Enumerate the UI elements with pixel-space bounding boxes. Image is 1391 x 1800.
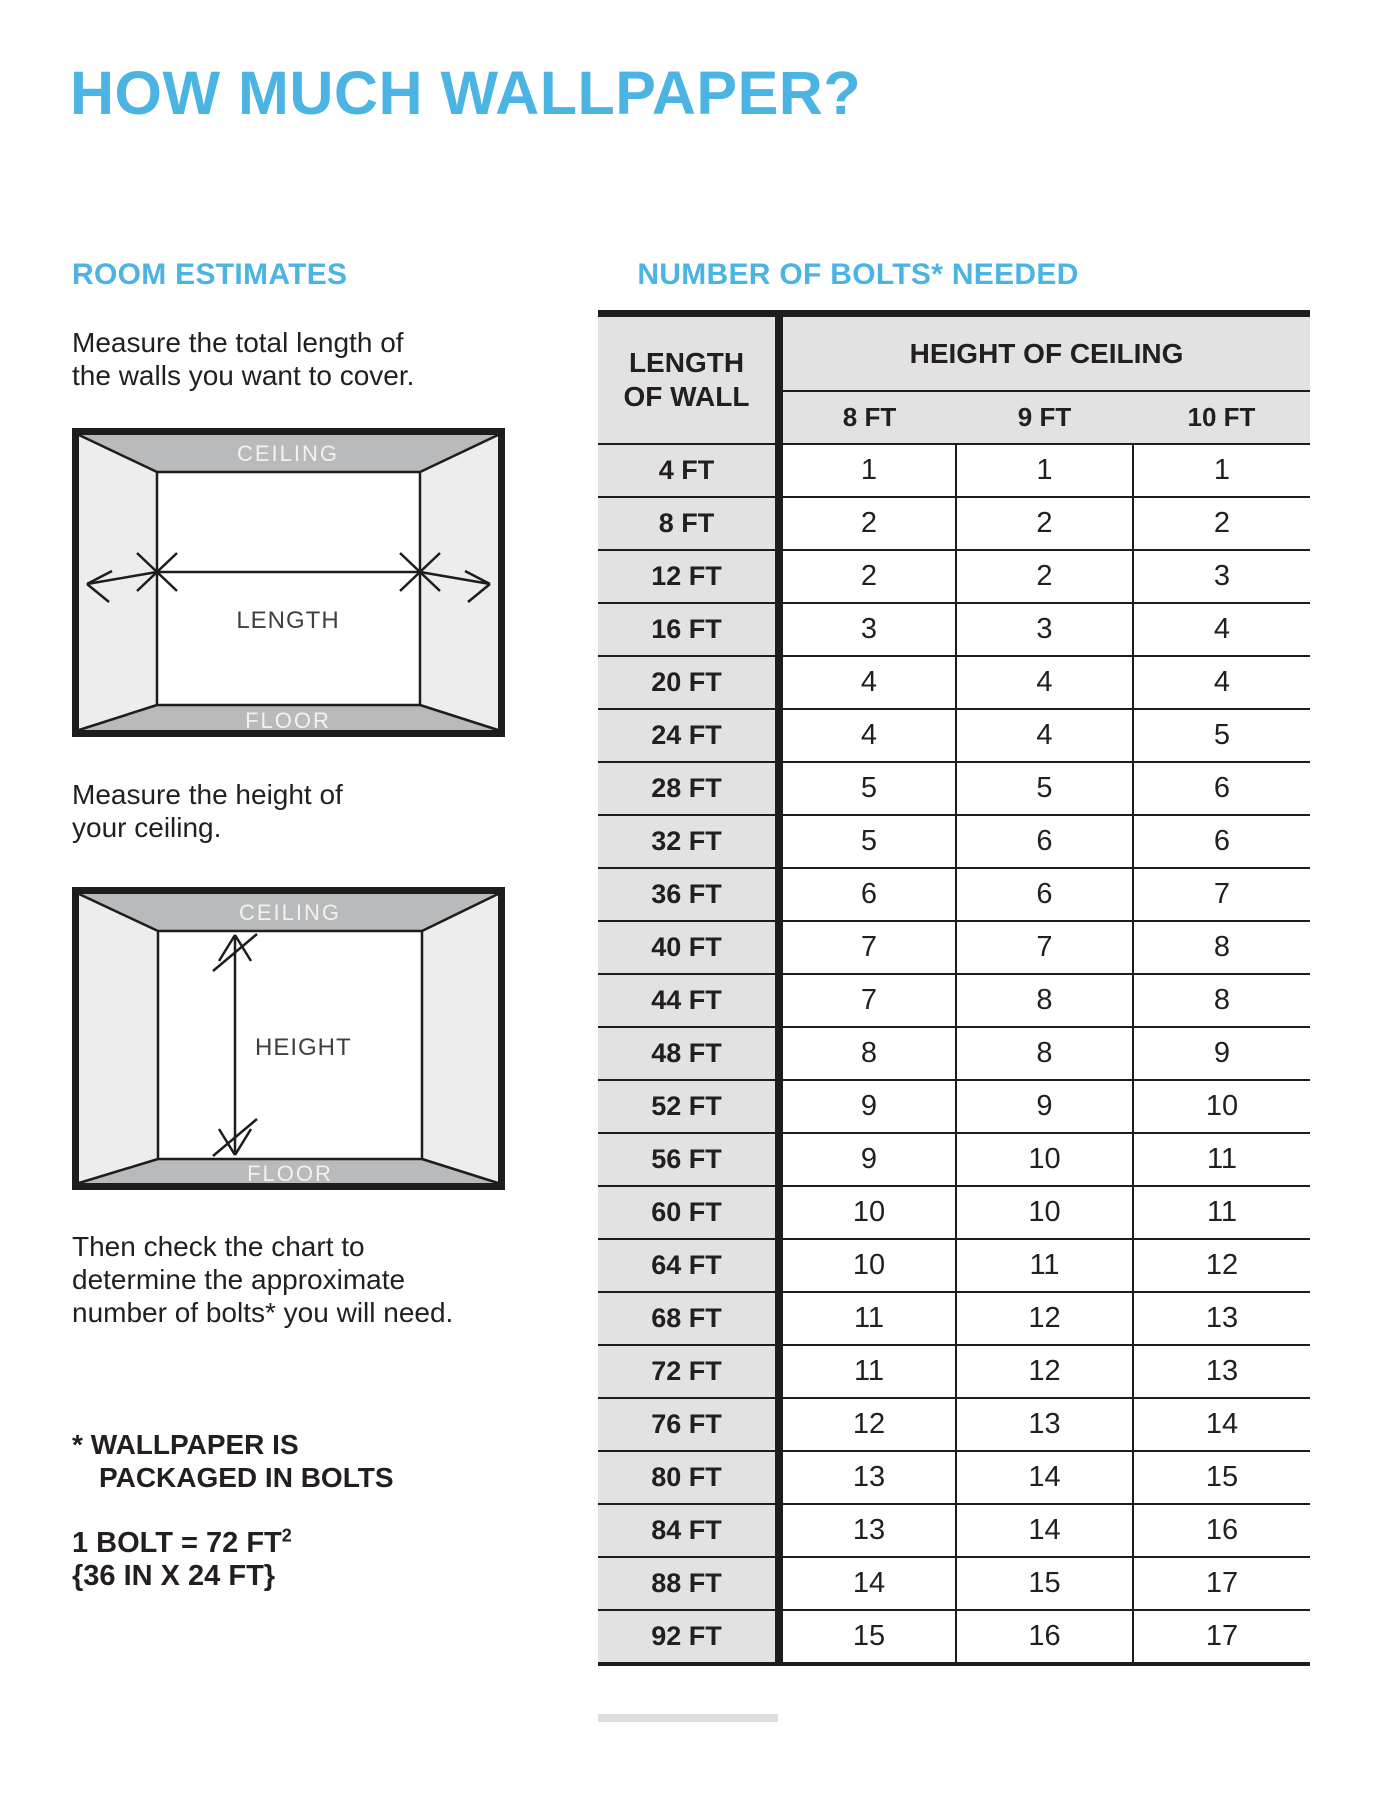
- table-row: [598, 1345, 1310, 1398]
- footnote-text1: WALLPAPER IS: [90, 1429, 299, 1460]
- bolt-count-cell: 11: [1133, 1186, 1310, 1239]
- bolt-count-cell: 14: [1133, 1398, 1310, 1451]
- footnote-text2: PACKAGED IN BOLTS: [99, 1462, 394, 1493]
- bolt-count-cell: 10: [779, 1186, 956, 1239]
- footnote-line1: [72, 1428, 394, 1461]
- wall-length-label: 12 FT: [598, 550, 779, 603]
- bolt-count-cell: 14: [956, 1504, 1133, 1557]
- left-wall-surface: [79, 894, 158, 1183]
- table-header-row-1: [598, 314, 1310, 392]
- wall-length-label: 60 FT: [598, 1186, 779, 1239]
- bolt-size-info: [72, 1527, 292, 1593]
- table-row: [598, 1292, 1310, 1345]
- floor-label: FLOOR: [247, 1161, 333, 1186]
- bolt-equation-text: 1 BOLT = 72 FT: [72, 1527, 282, 1559]
- wall-length-label: 76 FT: [598, 1398, 779, 1451]
- bolt-count-cell: 2: [956, 550, 1133, 603]
- wall-length-label: 20 FT: [598, 656, 779, 709]
- table-row: [598, 1610, 1310, 1664]
- column-header-10ft: 10 FT: [1133, 391, 1310, 444]
- step3-text: [72, 1230, 453, 1329]
- wall-length-label: 68 FT: [598, 1292, 779, 1345]
- wall-length-label: 32 FT: [598, 815, 779, 868]
- bolt-count-cell: 11: [956, 1239, 1133, 1292]
- wall-length-label: 56 FT: [598, 1133, 779, 1186]
- bolt-count-cell: 9: [779, 1080, 956, 1133]
- bolt-count-cell: 1: [1133, 444, 1310, 497]
- bolt-count-cell: 1: [956, 444, 1133, 497]
- bolt-count-cell: 5: [779, 762, 956, 815]
- ceiling-label: CEILING: [236, 441, 340, 466]
- bolt-count-cell: 15: [1133, 1451, 1310, 1504]
- table-row: [598, 762, 1310, 815]
- length-of-wall-line1: LENGTH: [628, 347, 745, 378]
- table-row: [598, 603, 1310, 656]
- bolt-count-cell: 2: [779, 550, 956, 603]
- bolts-table: [598, 310, 1310, 1666]
- bolt-count-cell: 13: [1133, 1292, 1310, 1345]
- bolt-count-cell: 12: [1133, 1239, 1310, 1292]
- bolt-count-cell: 12: [956, 1345, 1133, 1398]
- step3-line2: determine the approximate: [72, 1264, 406, 1295]
- bolts-table-container: [598, 310, 1310, 1666]
- bolt-count-cell: 9: [1133, 1027, 1310, 1080]
- bolt-count-cell: 1: [779, 444, 956, 497]
- bolt-count-cell: 10: [779, 1239, 956, 1292]
- length-of-wall-header: [598, 314, 779, 445]
- bolt-count-cell: 5: [956, 762, 1133, 815]
- length-room-diagram: [72, 428, 505, 737]
- table-row: [598, 921, 1310, 974]
- bolt-count-cell: 5: [779, 815, 956, 868]
- bolt-count-cell: 13: [779, 1451, 956, 1504]
- table-row: [598, 1398, 1310, 1451]
- height-of-ceiling-header: HEIGHT OF CEILING: [779, 314, 1310, 392]
- bolts-footnote: [72, 1428, 394, 1494]
- bolt-count-cell: 11: [779, 1292, 956, 1345]
- wall-length-label: 64 FT: [598, 1239, 779, 1292]
- bolt-count-cell: 13: [779, 1504, 956, 1557]
- bolt-count-cell: 7: [1133, 868, 1310, 921]
- bolts-needed-heading: NUMBER OF BOLTS* NEEDED: [637, 258, 1079, 291]
- length-of-wall-line2: OF WALL: [623, 381, 750, 412]
- bolt-count-cell: 5: [1133, 709, 1310, 762]
- step3-line3: number of bolts* you will need.: [72, 1297, 454, 1328]
- bolt-count-cell: 4: [956, 656, 1133, 709]
- bolt-count-cell: 3: [1133, 550, 1310, 603]
- bolt-count-cell: 3: [779, 603, 956, 656]
- bolt-count-cell: 11: [1133, 1133, 1310, 1186]
- table-row: [598, 497, 1310, 550]
- table-row: [598, 1239, 1310, 1292]
- step2-line1: Measure the height of: [72, 779, 343, 810]
- height-room-diagram: [72, 887, 505, 1190]
- bolt-count-cell: 10: [1133, 1080, 1310, 1133]
- column-header-9ft: 9 FT: [956, 391, 1133, 444]
- page-title: HOW MUCH WALLPAPER?: [70, 59, 862, 127]
- bolt-count-cell: 17: [1133, 1610, 1310, 1664]
- bolt-count-cell: 7: [779, 974, 956, 1027]
- bolt-equation-superscript: 2: [281, 1525, 292, 1546]
- wall-length-label: 52 FT: [598, 1080, 779, 1133]
- bolt-count-cell: 15: [956, 1557, 1133, 1610]
- wall-length-label: 72 FT: [598, 1345, 779, 1398]
- bolt-count-cell: 16: [956, 1610, 1133, 1664]
- table-row: [598, 656, 1310, 709]
- bolt-count-cell: 11: [779, 1345, 956, 1398]
- wall-length-label: 4 FT: [598, 444, 779, 497]
- step1-text: [72, 326, 414, 392]
- bolt-count-cell: 4: [956, 709, 1133, 762]
- right-wall-surface: [422, 894, 498, 1183]
- wall-length-label: 40 FT: [598, 921, 779, 974]
- height-measure-label: HEIGHT: [255, 1034, 352, 1061]
- back-wall: [157, 472, 420, 705]
- bolt-count-cell: 14: [956, 1451, 1133, 1504]
- footnote-marker: *: [72, 1429, 83, 1460]
- bolt-table-body: [598, 444, 1310, 1664]
- bolt-count-cell: 12: [956, 1292, 1133, 1345]
- bolt-count-cell: 13: [956, 1398, 1133, 1451]
- table-row: [598, 974, 1310, 1027]
- wall-length-label: 44 FT: [598, 974, 779, 1027]
- table-row: [598, 1133, 1310, 1186]
- table-row: [598, 550, 1310, 603]
- bolt-count-cell: 12: [779, 1398, 956, 1451]
- bolt-count-cell: 4: [1133, 603, 1310, 656]
- step2-line2: your ceiling.: [72, 812, 222, 843]
- bolt-count-cell: 10: [956, 1133, 1133, 1186]
- bolt-count-cell: 6: [956, 815, 1133, 868]
- bolt-count-cell: 7: [779, 921, 956, 974]
- bolt-count-cell: 2: [1133, 497, 1310, 550]
- bolt-count-cell: 7: [956, 921, 1133, 974]
- table-row: [598, 868, 1310, 921]
- bolt-count-cell: 15: [779, 1610, 956, 1664]
- bolt-count-cell: 10: [956, 1186, 1133, 1239]
- table-row: [598, 1027, 1310, 1080]
- bolt-count-cell: 4: [1133, 656, 1310, 709]
- bolt-count-cell: 8: [956, 1027, 1133, 1080]
- table-row: [598, 815, 1310, 868]
- wall-length-label: 8 FT: [598, 497, 779, 550]
- bolt-count-cell: 6: [1133, 815, 1310, 868]
- bolt-count-cell: 9: [779, 1133, 956, 1186]
- bolt-count-cell: 14: [779, 1557, 956, 1610]
- bolt-count-cell: 16: [1133, 1504, 1310, 1557]
- bolt-count-cell: 6: [779, 868, 956, 921]
- bolt-count-cell: 8: [1133, 974, 1310, 1027]
- bolt-count-cell: 9: [956, 1080, 1133, 1133]
- table-footer-shadow: [598, 1714, 778, 1722]
- table-row: [598, 1451, 1310, 1504]
- bolt-count-cell: 4: [779, 709, 956, 762]
- table-row: [598, 444, 1310, 497]
- column-header-8ft: 8 FT: [779, 391, 956, 444]
- wall-length-label: 28 FT: [598, 762, 779, 815]
- length-measure-label: LENGTH: [236, 607, 340, 634]
- bolt-count-cell: 17: [1133, 1557, 1310, 1610]
- bolt-count-cell: 3: [956, 603, 1133, 656]
- wall-length-label: 36 FT: [598, 868, 779, 921]
- bolt-count-cell: 2: [779, 497, 956, 550]
- bolt-count-cell: 8: [779, 1027, 956, 1080]
- bolt-dimensions: {36 IN X 24 FT}: [72, 1560, 276, 1592]
- bolt-count-cell: 4: [779, 656, 956, 709]
- wall-length-label: 92 FT: [598, 1610, 779, 1664]
- table-row: [598, 1186, 1310, 1239]
- wall-length-label: 24 FT: [598, 709, 779, 762]
- step2-text: [72, 778, 343, 844]
- room-estimates-heading: ROOM ESTIMATES: [72, 258, 348, 291]
- ceiling-label: CEILING: [238, 900, 342, 925]
- table-row: [598, 1557, 1310, 1610]
- bolt-count-cell: 13: [1133, 1345, 1310, 1398]
- wall-length-label: 16 FT: [598, 603, 779, 656]
- step3-line1: Then check the chart to: [72, 1231, 365, 1262]
- step1-line1: Measure the total length of: [72, 327, 404, 358]
- bolt-count-cell: 6: [1133, 762, 1310, 815]
- table-row: [598, 1504, 1310, 1557]
- bolt-count-cell: 2: [956, 497, 1133, 550]
- bolt-equation: [72, 1527, 292, 1560]
- bolt-count-cell: 8: [1133, 921, 1310, 974]
- table-row: [598, 709, 1310, 762]
- bolt-count-cell: 6: [956, 868, 1133, 921]
- table-row: [598, 1080, 1310, 1133]
- wall-length-label: 80 FT: [598, 1451, 779, 1504]
- wall-length-label: 84 FT: [598, 1504, 779, 1557]
- floor-label: FLOOR: [245, 708, 331, 733]
- bolt-count-cell: 8: [956, 974, 1133, 1027]
- wall-length-label: 88 FT: [598, 1557, 779, 1610]
- wall-length-label: 48 FT: [598, 1027, 779, 1080]
- step1-line2: the walls you want to cover.: [72, 360, 415, 391]
